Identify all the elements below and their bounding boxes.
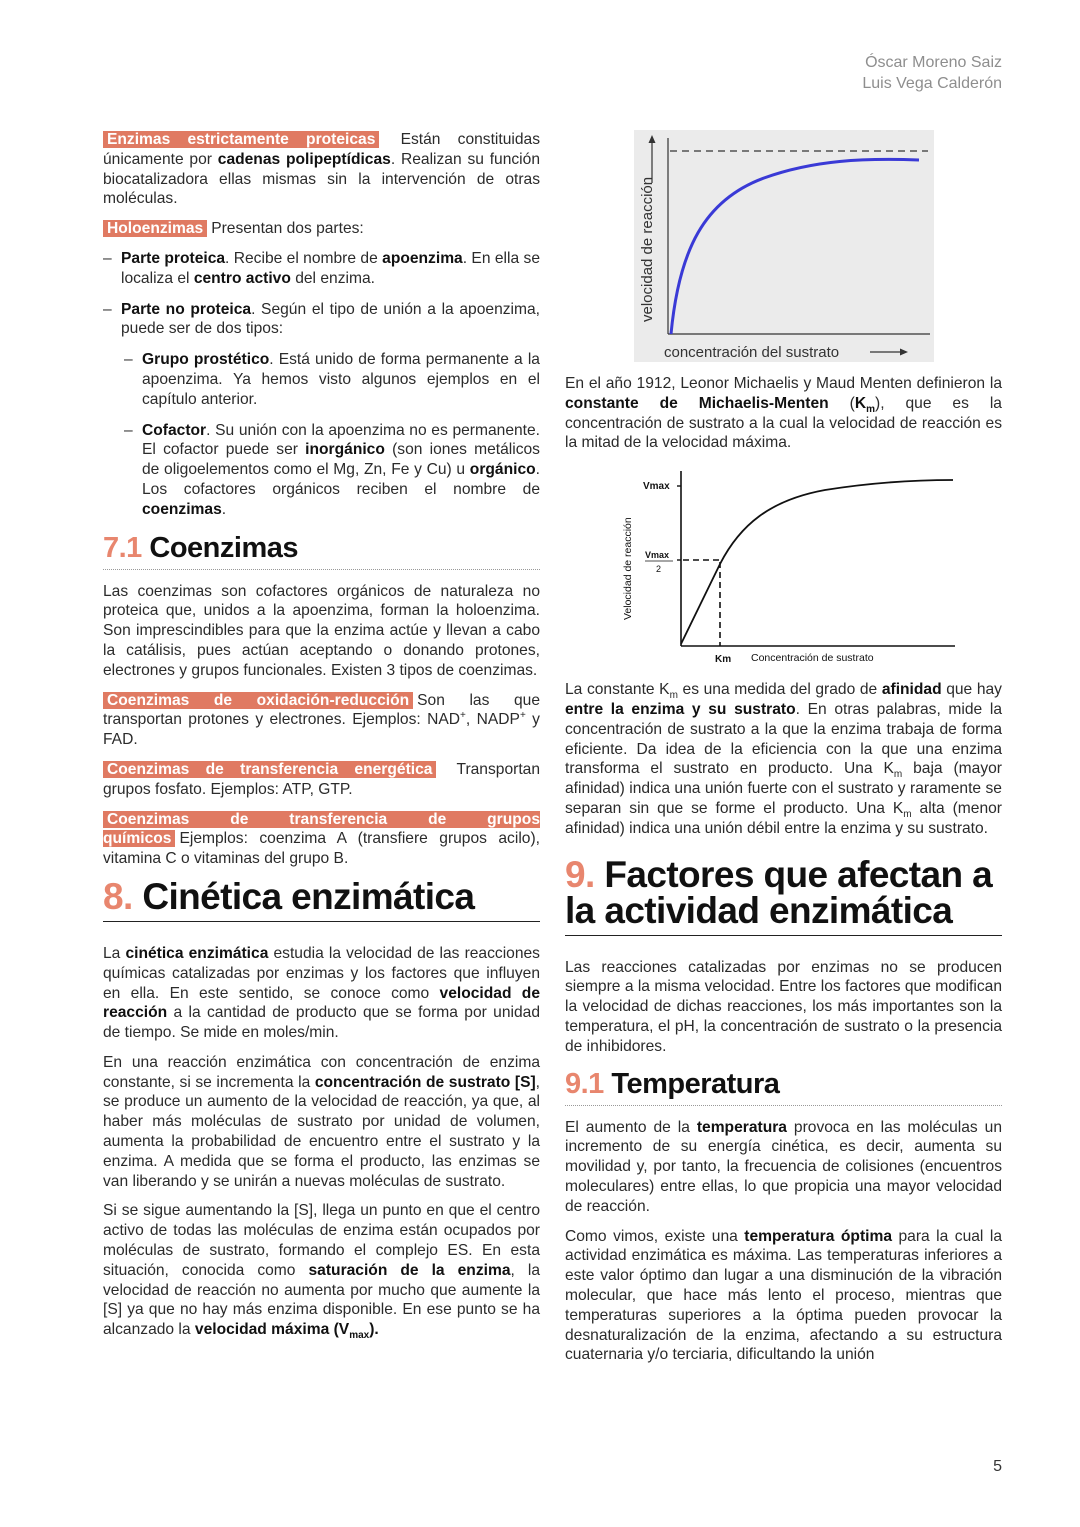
section-heading-7-1 xyxy=(103,531,540,570)
text: ). xyxy=(369,1321,379,1339)
paragraph-temperatura-optima xyxy=(565,1227,1002,1366)
list-item xyxy=(124,350,540,409)
x-axis-label: concentración del sustrato xyxy=(664,344,840,361)
highlight-tag: Coenzimas de oxidación-reducción xyxy=(103,692,413,709)
vmax-half-label: Vmax xyxy=(645,550,670,561)
paragraph-cinetica xyxy=(103,944,540,1043)
vmax-half-denominator: 2 xyxy=(656,564,662,575)
subscript: m xyxy=(903,809,912,821)
bold-term: cadenas polipeptídicas xyxy=(217,150,391,168)
km-label: Km xyxy=(715,654,732,666)
bold-term: Grupo prostético xyxy=(142,351,270,369)
text: . Los cofactores orgánicos reciben el nombre de xyxy=(142,461,540,498)
paragraph-temperatura xyxy=(565,1118,1002,1217)
paragraph-holoenzimas xyxy=(103,219,540,239)
bold-term: saturación de la enzima xyxy=(308,1261,511,1279)
bold-term: Parte proteica xyxy=(121,249,226,267)
bold-term: inorgánico xyxy=(305,441,385,459)
text: baja (mayor afinidad) indica una unión fuerte con el sustrato y raramente se separan sin que se forme el producto. Una K xyxy=(565,760,1003,817)
bold-term: Parte no proteica xyxy=(121,300,252,318)
bold-term xyxy=(854,394,876,415)
y-axis-label: Velocidad de reacción xyxy=(622,517,634,621)
figure-saturation-curve xyxy=(634,130,934,362)
text: . Según el tipo de unión a la apoenzima, puede ser de dos tipos: xyxy=(121,300,541,338)
left-column xyxy=(103,130,540,1350)
vmax-label: Vmax xyxy=(643,481,670,493)
bold-term: temperatura xyxy=(696,1118,787,1136)
section-number: 9. xyxy=(565,853,595,895)
text: . Recibe el nombre de xyxy=(225,249,383,267)
paragraph-km-afinidad xyxy=(565,680,1002,838)
paragraph-saturacion xyxy=(103,1201,540,1340)
subscript: m xyxy=(893,769,903,781)
text: . En ella se localiza el xyxy=(121,249,540,287)
section-number: 7.1 xyxy=(103,531,142,564)
text: para la cual la actividad enzimática es máxima. Las temperaturas inferiores a este valor óptimo dan lugar a una disminución de la vibración molecular, que hace más lento el proceso, mientras que temperaturas superiores a la óptima pueden provocar la desnaturalización de la enzima, afectando a su estructura cuaternaria y/o terciaria, dificultando la unión xyxy=(565,1227,1002,1364)
right-column xyxy=(565,130,1002,1375)
bold-term xyxy=(194,1321,379,1342)
paragraph-factores: Las reacciones catalizadas por enzimas no se producen siempre a la misma velocidad. Entre los factores que modifican la velocidad de dichas reacciones, los más importantes son la temperatura, el pH, la concentración de sustrato o la presencia de inhibidores. xyxy=(565,958,1002,1055)
text: ( xyxy=(828,394,855,412)
list-item xyxy=(124,421,540,520)
text: En el año 1912, Leonor Michaelis y Maud Menten definieron la xyxy=(565,375,1002,392)
saturation-curve-chart xyxy=(634,130,934,362)
paragraph-oxidacion xyxy=(103,691,540,750)
bold-term: apoenzima xyxy=(382,249,463,267)
text: Como vimos, existe una xyxy=(565,1227,745,1245)
paragraph-sustrato xyxy=(103,1053,540,1192)
bold-term: cinética enzimática xyxy=(125,944,269,962)
text: En una reacción enzimática con concentración de enzima constante, si se incrementa la xyxy=(103,1053,540,1091)
section-title: Coenzimas xyxy=(149,531,298,564)
bold-term: velocidad de reacción xyxy=(103,984,540,1022)
text: , se produce un aumento de la velocidad de reacción, ya que, al haber más moléculas de sustrato por unidad de volumen, aumenta la probabilidad de encuentro entre el sustrato y la enzima. A medida que se forma el producto, las enzimas se van liberando y se unirán a nuevas moléculas de sustrato. xyxy=(103,1073,541,1190)
section-title: Cinética enzimática xyxy=(142,875,475,917)
text: La xyxy=(103,944,126,962)
section-heading-9-1 xyxy=(565,1067,1002,1106)
text: velocidad máxima (V xyxy=(194,1321,350,1339)
highlight-tag: Holoenzimas xyxy=(103,220,207,237)
text: es una medida del grado de xyxy=(677,681,882,699)
text: Presentan dos partes: xyxy=(211,220,364,238)
highlight-tag: Coenzimas de transferencia de grupos químicos xyxy=(103,810,540,848)
bold-term: constante de Michaelis-Menten xyxy=(565,394,829,412)
superscript: + xyxy=(460,710,466,722)
bold-term: temperatura óptima xyxy=(744,1227,893,1245)
superscript: + xyxy=(519,710,526,722)
paragraph-michaelis-menten xyxy=(565,374,1002,453)
section-number: 8. xyxy=(103,875,133,917)
text: Transportan grupos fosfato. Ejemplos: ATP, GTP. xyxy=(103,760,540,798)
text: que hay xyxy=(941,681,1002,699)
list-item xyxy=(103,300,540,340)
text: Si se sigue aumentando la [S], llega un punto en que el centro activo de todas las moléculas de enzima están ocupados por moléculas de sustrato, formando el complejo ES. En esta situación, conocida como xyxy=(103,1202,540,1279)
section-number: 9.1 xyxy=(565,1067,604,1100)
text: . Su unión con la apoenzima no es permanente. El cofactor puede ser xyxy=(142,421,540,459)
bold-term: entre la enzima y su sustrato xyxy=(565,700,796,718)
highlight-tag: Enzimas estrictamente proteicas xyxy=(103,131,379,148)
text: El aumento de la xyxy=(565,1118,697,1136)
text: provoca en las moléculas un incremento de su energía cinética, es decir, aumenta su movilidad y, por tanto, la frecuencia de colisiones (encuentros moleculares) entre ellas, lo que propicia una mayor velocidad de reacción. xyxy=(565,1118,1002,1215)
text: . En otras palabras, mide la concentración de sustrato a la que la enzima trabaja de forma eficiente. Da idea de la eficiencia con la que una enzima transforma el sustrato en producto. Una K xyxy=(565,700,1003,778)
text: Están constituidas únicamente por xyxy=(103,131,541,168)
text: , NADP xyxy=(465,711,520,729)
y-axis-label: velocidad de reacción xyxy=(639,176,656,322)
bold-term: centro activo xyxy=(193,269,291,287)
section-heading-9 xyxy=(565,853,1002,936)
text: Ejemplos: coenzima A (transfiere grupos acilo), vitamina C o vitaminas del grupo B. xyxy=(103,830,540,868)
page-number: 5 xyxy=(993,1458,1002,1475)
bold-term: coenzimas xyxy=(142,500,222,518)
page-authors xyxy=(862,52,1002,94)
section-title: Factores que afectan a la actividad enzimática xyxy=(565,853,993,931)
x-axis-label: Concentración de sustrato xyxy=(751,652,874,665)
km-chart xyxy=(605,465,965,670)
text: Son las que transportan protones y electrones. Ejemplos: NAD xyxy=(103,691,540,729)
section-heading-8 xyxy=(103,875,540,922)
text: (son iones metálicos de oligoelementos como el Mg, Zn, Fe y Cu) u xyxy=(142,441,540,479)
author-1: Óscar Moreno Saiz xyxy=(865,54,1002,71)
subscript: max xyxy=(349,1330,370,1342)
text: . Realizan su función biocatalizadora ellas mismas sin la intervención de otras moléculas. xyxy=(103,150,540,208)
figure-km-curve xyxy=(605,465,965,670)
text: alta (menor afinidad) indica una unión débil entre la enzima y su sustrato. xyxy=(565,799,1002,837)
bold-term: afinidad xyxy=(881,681,942,699)
bold-term: Cofactor xyxy=(142,421,207,439)
bold-term: orgánico xyxy=(469,461,536,479)
text: a la cantidad de producto que se forma por unidad de tiempo. Se mide en moles/min. xyxy=(103,1004,540,1042)
paragraph-enzimas-proteicas xyxy=(103,130,540,209)
paragraph-coenzimas: Las coenzimas son cofactores orgánicos de naturaleza no proteica que, unidos a la apoenzima, forman la holoenzima. Son imprescindibles para que la enzima actúe y llevan a cabo la catálisis, pues actúan aceptando o donando protones, electrones y grupos funcionales. Existen 3 tipos de coenzimas. xyxy=(103,582,540,679)
text: y FAD. xyxy=(103,711,540,749)
subscript: m xyxy=(669,690,678,702)
paragraph-grupos-quimicos xyxy=(103,810,540,869)
holoenzima-parts-list xyxy=(103,249,540,339)
author-2: Luis Vega Calderón xyxy=(862,75,1002,92)
text: del enzima. xyxy=(290,269,375,287)
text: , la velocidad de reacción no aumenta por mucho que aumente la [S] ya que no hay más enzima disponible. En ese punto se ha alcanzado la xyxy=(103,1261,540,1339)
paragraph-energetica xyxy=(103,760,540,800)
text: . xyxy=(221,500,227,518)
text: estudia la velocidad de las reacciones químicas catalizadas por enzimas y los factores que influyen en ella. En este sentido, se conoce como xyxy=(103,944,540,1002)
text: . Está unido de forma permanente a la apoenzima. Ya hemos visto algunos ejemplos en el capítulo anterior. xyxy=(142,351,540,408)
non-protein-types-list xyxy=(124,350,540,519)
text: ), que es la concentración de sustrato a la cual la velocidad de reacción es la mitad de la velocidad máxima. xyxy=(565,394,1002,452)
bold-term: concentración de sustrato [S] xyxy=(314,1073,536,1091)
highlight-tag: Coenzimas de transferencia energética xyxy=(103,761,436,778)
list-item xyxy=(103,249,540,289)
text: La constante K xyxy=(565,681,670,699)
subscript: m xyxy=(866,403,876,415)
text: K xyxy=(854,394,867,412)
section-title: Temperatura xyxy=(611,1067,780,1100)
